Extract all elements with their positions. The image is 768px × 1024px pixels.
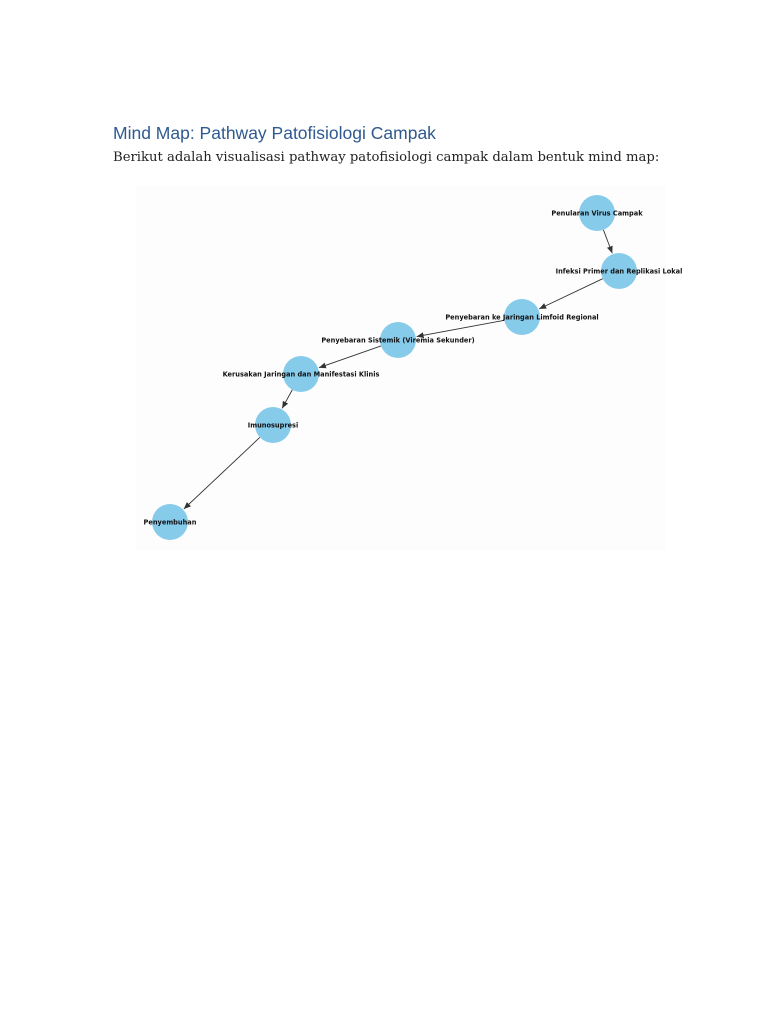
mind-map-node-2 [556, 253, 683, 289]
edge-arrow-2 [539, 279, 603, 309]
mind-map-figure [136, 186, 683, 550]
node-label: Imunosupresi [247, 421, 299, 430]
edge-arrow-6 [184, 437, 260, 509]
mind-map-node-4 [321, 322, 474, 358]
edge-arrow-1 [603, 230, 612, 253]
node-label: Penyebaran Sistemik (Viremia Sekunder) [321, 336, 475, 345]
node-label: Penyembuhan [143, 518, 197, 527]
mind-map-node-5 [223, 356, 380, 392]
edge-arrow-3 [417, 320, 505, 336]
mind-map-node-7 [144, 504, 197, 540]
page-heading: Mind Map: Pathway Patofisiologi Campak [113, 123, 436, 143]
mind-map-node-6 [248, 407, 299, 443]
intro-paragraph: Berikut adalah visualisasi pathway patofisiologi campak dalam bentuk mind map: [113, 150, 660, 165]
node-label: Penularan Virus Campak [551, 209, 643, 218]
mind-map-node-1 [551, 195, 643, 231]
node-label: Kerusakan Jaringan dan Manifestasi Klinis [222, 370, 380, 379]
edge-arrow-5 [282, 390, 292, 409]
node-label: Infeksi Primer dan Replikasi Lokal [555, 267, 683, 276]
mind-map-node-3 [445, 299, 598, 335]
mind-map-graph [136, 186, 683, 550]
edge-arrow-4 [319, 346, 381, 368]
node-label: Penyebaran ke Jaringan Limfoid Regional [445, 313, 599, 322]
